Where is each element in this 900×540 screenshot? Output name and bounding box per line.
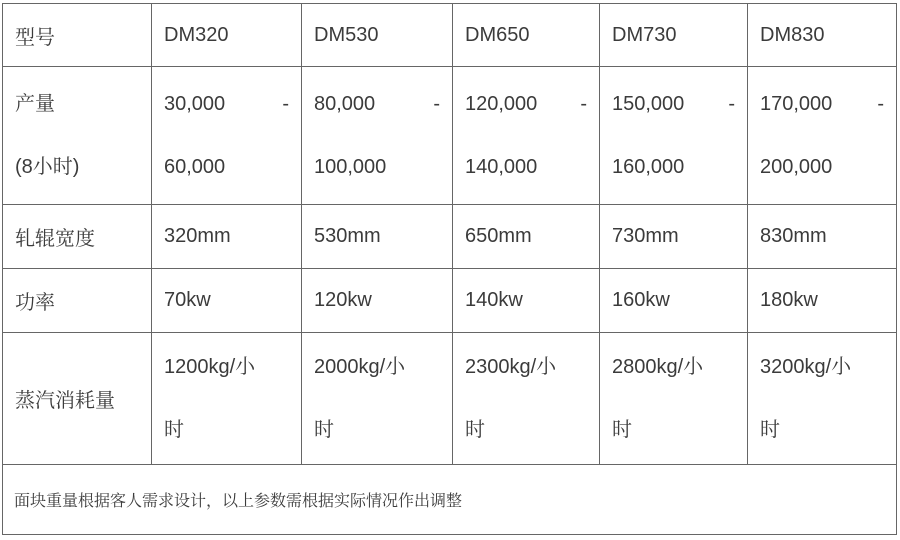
range-dash: - [877, 92, 884, 115]
steam-row [3, 333, 897, 465]
power-cell-dm830: 180kw [748, 269, 897, 333]
range-dash: - [282, 92, 289, 115]
power-cell-dm730: 160kw [600, 269, 748, 333]
output-max: 200,000 [760, 155, 833, 178]
output-cell-dm830 [748, 67, 897, 205]
model-cell-dm530: DM530 [302, 4, 453, 67]
steam-cell-dm650 [453, 333, 600, 465]
steam-row-label: 蒸汽消耗量 [3, 333, 152, 465]
output-max: 160,000 [612, 155, 685, 178]
output-cell-dm530 [302, 67, 453, 205]
steam-value-line1: 2000kg/小 [314, 355, 406, 378]
range-dash: - [433, 92, 440, 115]
roller-width-cell-dm650: 650mm [453, 205, 600, 269]
power-cell-dm530: 120kw [302, 269, 453, 333]
steam-value-line1: 2300kg/小 [465, 355, 557, 378]
output-min: 120,000 [465, 92, 538, 115]
footer-note: 面块重量根据客人需求设计，以上参数需根据实际情况作出调整 [3, 465, 897, 535]
output-row-label [3, 67, 152, 205]
roller-width-cell-dm530: 530mm [302, 205, 453, 269]
steam-value-line1: 3200kg/小 [760, 355, 852, 378]
roller-width-cell-dm830: 830mm [748, 205, 897, 269]
output-range-top [164, 73, 289, 136]
power-cell-dm320: 70kw [152, 269, 302, 333]
output-cell-dm650 [453, 67, 600, 205]
model-cell-dm650: DM650 [453, 4, 600, 67]
model-row-label: 型号 [3, 4, 152, 67]
model-row [3, 4, 897, 67]
output-row [3, 67, 897, 205]
spec-table [2, 3, 897, 535]
output-label-line1: 产量 [15, 92, 55, 115]
steam-value-line2: 时 [164, 418, 184, 441]
output-range-top [314, 73, 440, 136]
steam-value-line1: 1200kg/小 [164, 355, 256, 378]
steam-value-line1: 2800kg/小 [612, 355, 704, 378]
output-max: 100,000 [314, 155, 387, 178]
steam-cell-dm730 [600, 333, 748, 465]
roller-width-cell-dm730: 730mm [600, 205, 748, 269]
steam-value-line2: 时 [760, 418, 780, 441]
output-min: 80,000 [314, 92, 376, 115]
steam-value-line2: 时 [314, 418, 334, 441]
output-max: 140,000 [465, 155, 538, 178]
output-range-top [612, 73, 735, 136]
power-row-label: 功率 [3, 269, 152, 333]
output-cell-dm320 [152, 67, 302, 205]
steam-cell-dm830 [748, 333, 897, 465]
roller-width-row [3, 205, 897, 269]
output-min: 150,000 [612, 92, 685, 115]
steam-cell-dm320 [152, 333, 302, 465]
power-row [3, 269, 897, 333]
output-min: 30,000 [164, 92, 226, 115]
output-range-top [465, 73, 587, 136]
model-cell-dm320: DM320 [152, 4, 302, 67]
roller-width-row-label: 轧辊宽度 [3, 205, 152, 269]
output-label-line2: (8小时) [15, 155, 80, 178]
steam-cell-dm530 [302, 333, 453, 465]
range-dash: - [580, 92, 587, 115]
output-range-top [760, 73, 884, 136]
steam-value-line2: 时 [612, 418, 632, 441]
roller-width-cell-dm320: 320mm [152, 205, 302, 269]
output-max: 60,000 [164, 155, 226, 178]
model-cell-dm730: DM730 [600, 4, 748, 67]
model-cell-dm830: DM830 [748, 4, 897, 67]
steam-value-line2: 时 [465, 418, 485, 441]
footer-note-row [3, 465, 897, 535]
range-dash: - [728, 92, 735, 115]
power-cell-dm650: 140kw [453, 269, 600, 333]
output-cell-dm730 [600, 67, 748, 205]
output-min: 170,000 [760, 92, 833, 115]
